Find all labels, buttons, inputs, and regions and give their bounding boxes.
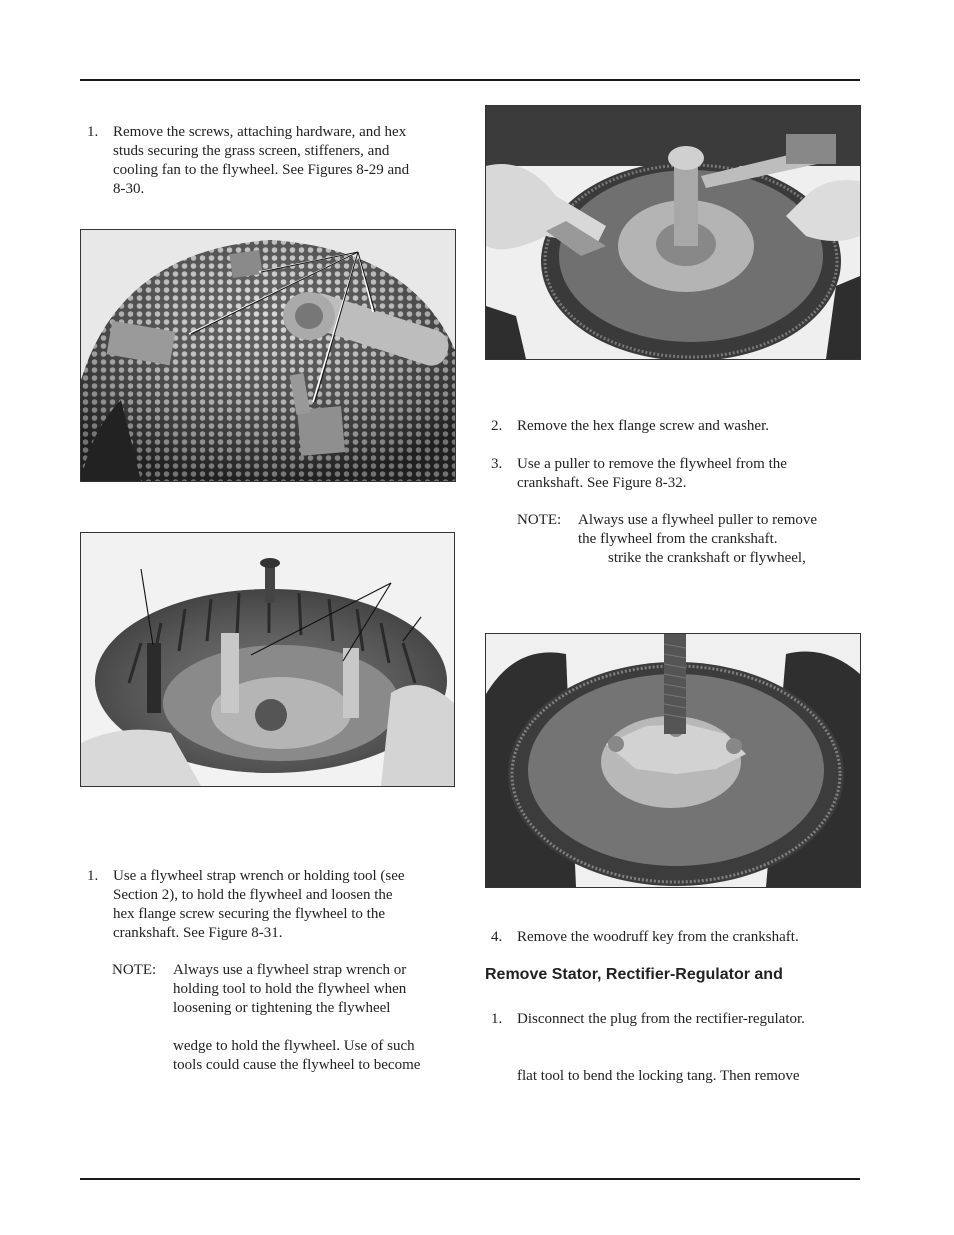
footer-rule [80, 1178, 860, 1180]
step-text: Remove the hex flange screw and washer. [517, 418, 769, 434]
cooling-fan-photo [80, 532, 455, 787]
note-label: NOTE: [517, 512, 562, 528]
step-number: 4. [491, 929, 503, 945]
step-number: 1. [87, 124, 99, 140]
step-number: 1. [87, 868, 99, 884]
step-text: Remove the screws, attaching hardware, and hex studs securing the grass screen, stiffeners, and cooling fan to the flywheel. See Figures 8-29 and 8-30. [113, 124, 410, 197]
section-heading: Remove Stator, Rectifier-Regulator and [485, 966, 783, 983]
note-text: Always use a flywheel strap wrench or holding tool to hold the flywheel when loosening or tightening the flywheel wedge to hold the flywheel. Use of such tools could cause the flywheel to become [173, 962, 421, 1073]
step-number: 1. [491, 1011, 503, 1027]
step-text: Remove the woodruff key from the crankshaft. [517, 929, 799, 945]
note-flywheel-puller [517, 511, 867, 571]
note-text: Always use a flywheel puller to remove the flywheel from the crankshaft. strike the crankshaft or flywheel, [578, 512, 818, 566]
step-number: 2. [491, 418, 503, 434]
header-rule [80, 79, 860, 81]
step-text: Disconnect the plug from the rectifier-regulator. flat tool to bend the locking tang. Then remove [517, 1011, 805, 1084]
note-strap-wrench [112, 961, 462, 1081]
flywheel-puller-photo [485, 633, 861, 888]
step-text: Use a flywheel strap wrench or holding tool (see Section 2), to hold the flywheel and loosen the hex flange screw securing the flywheel to the crankshaft. See Figure 8-31. [113, 868, 405, 941]
step-remove-woodruff-key [491, 928, 861, 950]
step-loosen-flywheel-screw [87, 867, 457, 947]
step-remove-screws [87, 123, 457, 203]
step-disconnect-plug [491, 1010, 861, 1090]
step-text: Use a puller to remove the flywheel from the crankshaft. See Figure 8-32. [517, 456, 787, 491]
step-remove-hex-screw [491, 417, 861, 439]
step-number: 3. [491, 456, 503, 472]
note-label: NOTE: [112, 962, 157, 978]
flywheel-wrench-photo [485, 105, 861, 360]
grass-screen-photo [80, 229, 456, 482]
step-use-puller [491, 455, 861, 495]
